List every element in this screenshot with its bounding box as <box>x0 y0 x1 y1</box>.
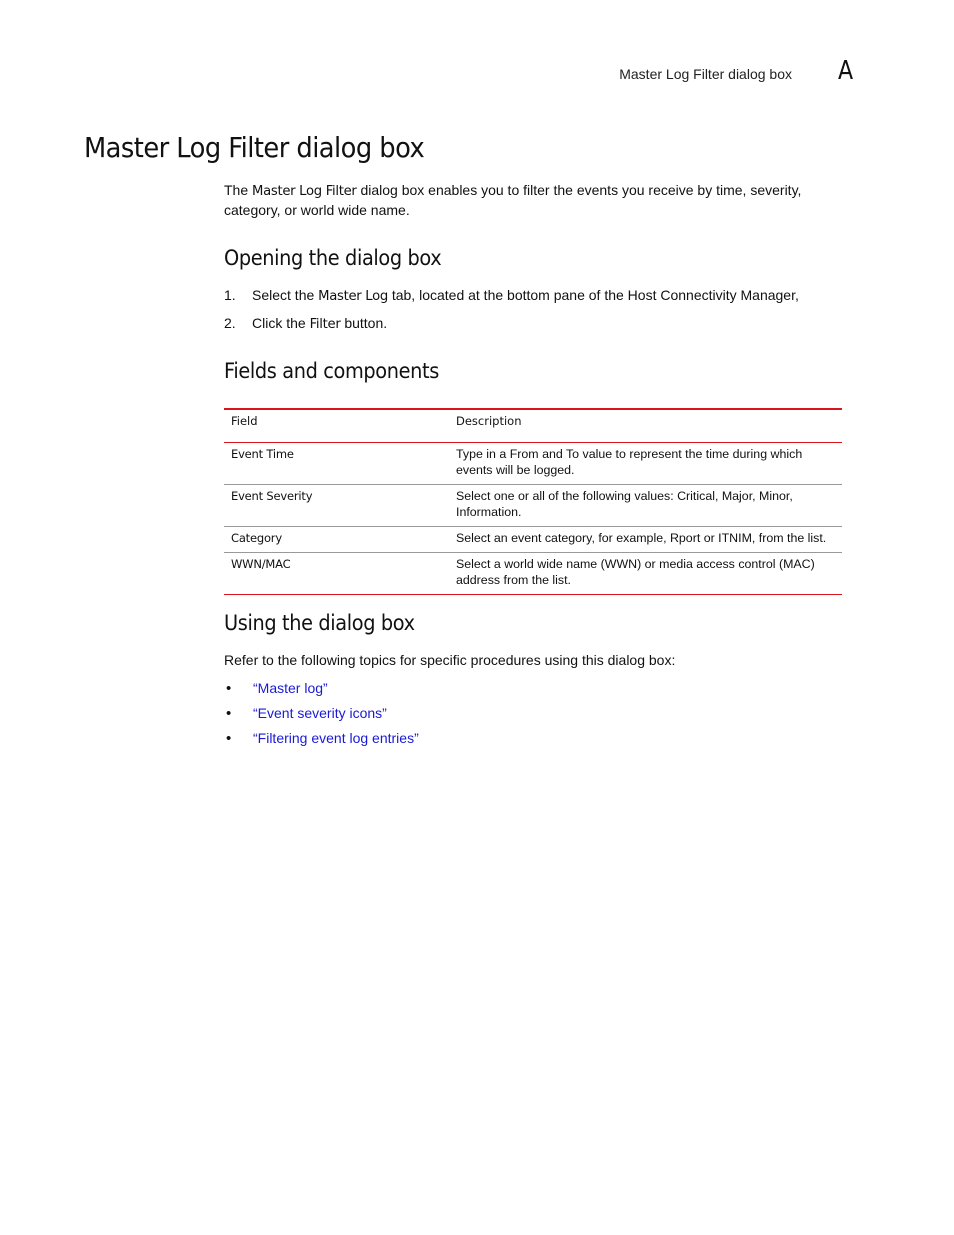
opening-heading: Opening the dialog box <box>224 246 442 270</box>
step-text-post: button. <box>340 315 388 331</box>
column-header-field: Field <box>224 409 456 443</box>
fields-heading: Fields and components <box>224 359 439 383</box>
link-master-log[interactable]: “Master log” <box>253 680 328 696</box>
bullet-icon: • <box>226 705 232 722</box>
bullet-icon: • <box>226 730 232 747</box>
description-cell: Select an event category, for example, Rport or ITNIM, from the list. <box>456 527 842 553</box>
list-item <box>224 704 419 729</box>
table-row <box>224 527 842 553</box>
table-row <box>224 443 842 485</box>
page-title: Master Log Filter dialog box <box>84 131 425 164</box>
running-header-title: Master Log Filter dialog box <box>619 66 792 82</box>
step-number: 2. <box>224 315 236 331</box>
related-topics-list <box>224 679 419 754</box>
intro-text-pre: The <box>224 182 253 198</box>
field-name-cell: Category <box>224 527 456 553</box>
link-filtering-event-log-entries[interactable]: “Filtering event log entries” <box>253 730 419 746</box>
appendix-letter: A <box>838 56 854 86</box>
column-header-description: Description <box>456 409 842 443</box>
description-cell: Select a world wide name (WWN) or media access control (MAC) address from the list. <box>456 553 842 595</box>
list-item <box>224 679 419 704</box>
intro-term: Master Log Filter <box>252 184 357 199</box>
step-number: 1. <box>224 287 236 303</box>
using-heading: Using the dialog box <box>224 611 415 635</box>
fields-table <box>224 408 842 595</box>
table-row <box>224 553 842 595</box>
opening-steps <box>224 286 842 342</box>
bullet-icon: • <box>226 680 232 697</box>
table-header-row <box>224 409 842 443</box>
step-text-pre: Select the <box>252 287 319 303</box>
intro-paragraph <box>224 181 842 220</box>
step-text-post: tab, located at the bottom pane of the Host Connectivity Manager, <box>387 287 799 303</box>
step-term: Filter <box>309 317 341 332</box>
field-name-cell: Event Severity <box>224 485 456 527</box>
using-paragraph: Refer to the following topics for specific procedures using this dialog box: <box>224 652 676 668</box>
step-item <box>224 314 842 342</box>
field-name-cell: Event Time <box>224 443 456 485</box>
field-name-cell: WWN/MAC <box>224 553 456 595</box>
step-item <box>224 286 842 314</box>
step-text-pre: Click the <box>252 315 310 331</box>
description-cell: Select one or all of the following values: Critical, Major, Minor, Information. <box>456 485 842 527</box>
description-cell: Type in a From and To value to represent the time during which events will be logged. <box>456 443 842 485</box>
table-row <box>224 485 842 527</box>
step-term: Master Log <box>318 289 388 304</box>
link-event-severity-icons[interactable]: “Event severity icons” <box>253 705 387 721</box>
intro-text-post: dialog box enables you to filter the events you receive by time, severity, category, or world wide name. <box>224 182 802 218</box>
list-item <box>224 729 419 754</box>
